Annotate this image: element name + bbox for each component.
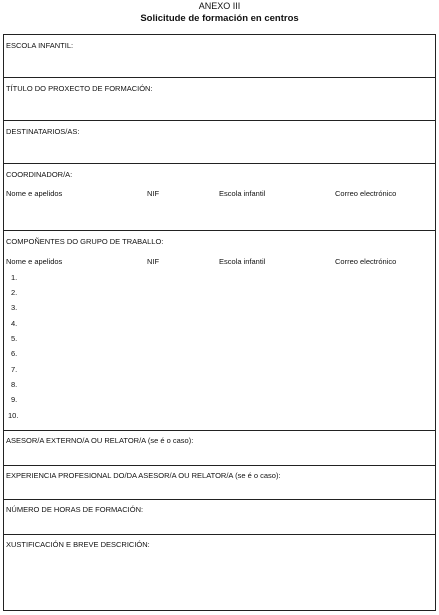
document-title: Solicitude de formación en centros [140, 13, 299, 24]
justification-label: XUSTIFICACIÓN E BREVE DESCRICIÓN: [6, 540, 150, 549]
member-number: 5. [11, 334, 18, 343]
hours-label: NÚMERO DE HORAS DE FORMACIÓN: [6, 505, 144, 514]
project-title-label: TÍTULO DO PROXECTO DE FORMACIÓN: [6, 84, 153, 93]
coordinator-school-column: Escola infantil [219, 189, 266, 198]
school-label: ESCOLA INFANTIL: [6, 41, 74, 50]
coordinator-section[interactable] [4, 164, 435, 231]
justification-section[interactable] [4, 535, 435, 610]
members-name-column: Nome e apelidos [6, 257, 63, 266]
group-members-section[interactable] [4, 231, 435, 431]
application-form [3, 34, 436, 611]
advisor-section[interactable] [4, 431, 435, 466]
member-number: 1. [11, 273, 18, 282]
coordinator-label: COORDINADOR/A: [6, 170, 73, 179]
member-number: 3. [11, 303, 18, 312]
member-number: 10. [8, 411, 19, 420]
member-number: 6. [11, 349, 18, 358]
member-number: 8. [11, 380, 18, 389]
coordinator-name-column: Nome e apelidos [6, 189, 63, 198]
hours-section[interactable] [4, 500, 435, 535]
member-number: 7. [11, 365, 18, 374]
member-number: 9. [11, 395, 18, 404]
recipients-label: DESTINATARIOS/AS: [6, 127, 80, 136]
member-number: 2. [11, 288, 18, 297]
group-members-label: COMPOÑENTES DO GRUPO DE TRABALLO: [6, 237, 164, 246]
experience-section[interactable] [4, 466, 435, 500]
recipients-section[interactable] [4, 121, 435, 164]
members-nif-column: NIF [147, 257, 160, 266]
member-number: 4. [11, 319, 18, 328]
school-section[interactable] [4, 35, 435, 78]
members-school-column: Escola infantil [219, 257, 266, 266]
members-email-column: Correo electrónico [335, 257, 397, 266]
advisor-label: ASESOR/A EXTERNO/A OU RELATOR/A (se é o caso): [6, 436, 194, 445]
project-title-section[interactable] [4, 78, 435, 121]
coordinator-nif-column: NIF [147, 189, 160, 198]
coordinator-email-column: Correo electrónico [335, 189, 397, 198]
annex-label: ANEXO III [198, 1, 241, 11]
experience-label: EXPERIENCIA PROFESIONAL DO/DA ASESOR/A OU RELATOR/A (se é o caso): [6, 471, 281, 480]
